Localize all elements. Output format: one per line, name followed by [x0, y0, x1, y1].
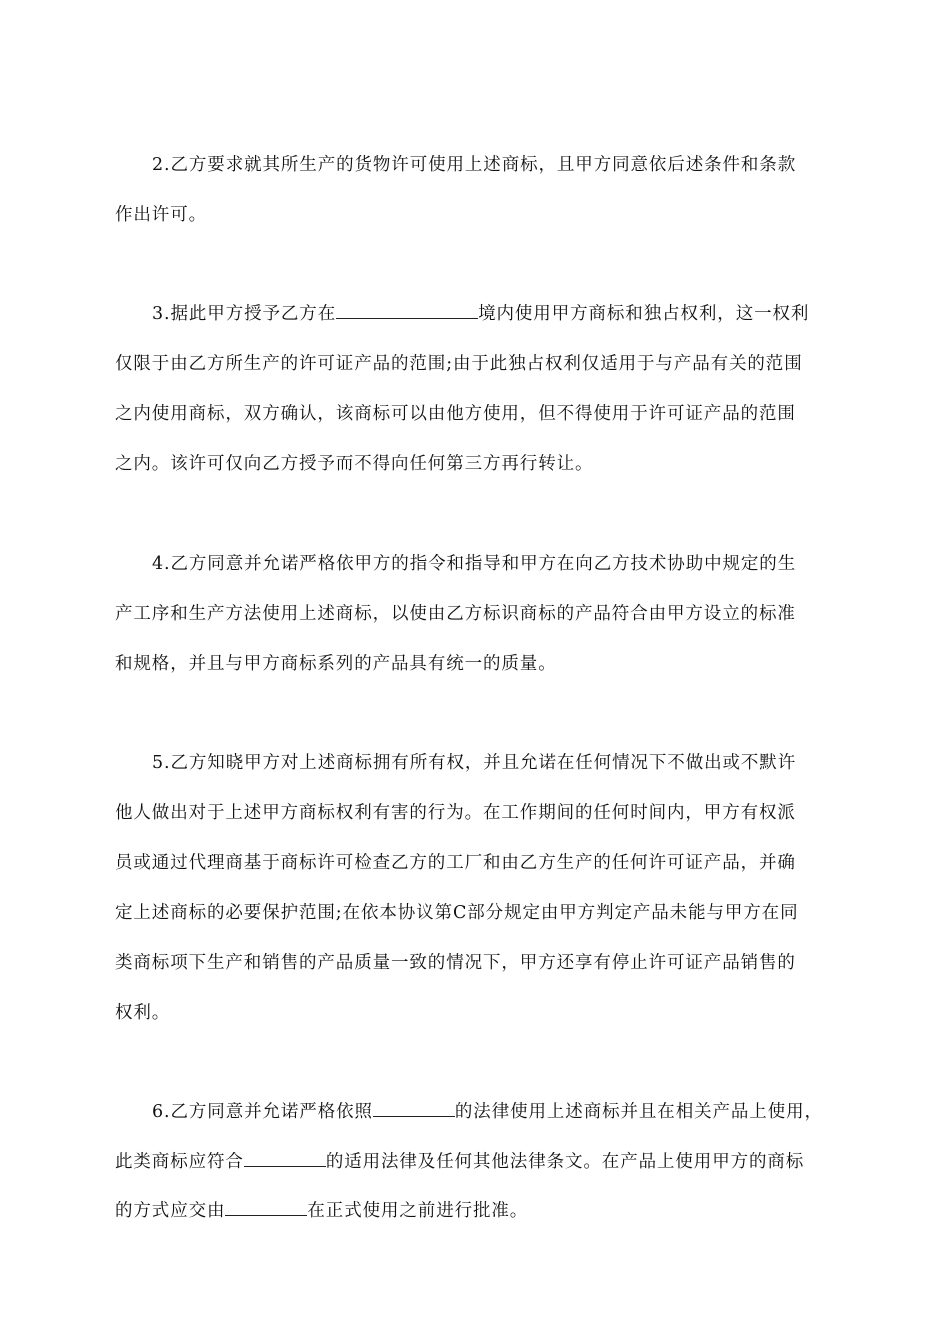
clause-2-line-1: 2.乙方要求就其所生产的货物许可使用上述商标，且甲方同意依后述条件和条款: [152, 155, 797, 175]
clause-3-line-4: 之内。该许可仅向乙方授予而不得向任何第三方再行转让。: [115, 454, 594, 474]
clause-6-line-1: [152, 1100, 845, 1124]
clause-5-line-6: 权利。: [115, 1003, 171, 1023]
clause-4-line-1: 4.乙方同意并允诺严格依甲方的指令和指导和甲方在向乙方技术协助中规定的生: [152, 554, 797, 574]
territory-blank: [336, 302, 478, 319]
clause-3-line-1-suffix: 境内使用甲方商标和独占权利，这一权利: [478, 304, 810, 324]
clause-6-line-1-prefix: 6.乙方同意并允诺严格依照: [152, 1102, 373, 1122]
clause-6-line-3: [115, 1199, 845, 1223]
applicable-law-blank: [244, 1150, 326, 1167]
clause-3-line-2: 仅限于由乙方所生产的许可证产品的范围;由于此独占权利仅适用于与产品有关的范围: [115, 354, 803, 374]
clause-6-line-3-prefix: 的方式应交由: [115, 1201, 226, 1221]
clause-6-line-1-suffix: 的法律使用上述商标并且在相关产品上使用，: [454, 1102, 823, 1122]
clause-5-line-5: 类商标项下生产和销售的产品质量一致的情况下，甲方还享有停止许可证产品销售的: [115, 953, 796, 973]
clause-2-line-2: 作出许可。: [115, 205, 207, 225]
clause-5-line-2: 他人做出对于上述甲方商标权利有害的行为。在工作期间的任何时间内，甲方有权派: [115, 803, 796, 823]
clause-3-line-1: [152, 302, 845, 326]
clause-4-line-3: 和规格，并且与甲方商标系列的产品具有统一的质量。: [115, 654, 557, 674]
clause-6-line-2-prefix: 此类商标应符合: [115, 1152, 244, 1172]
clause-4-line-2: 产工序和生产方法使用上述商标，以使由乙方标识商标的产品符合由甲方设立的标准: [115, 604, 796, 624]
clause-5-line-4: 定上述商标的必要保护范围;在依本协议第C部分规定由甲方判定产品未能与甲方在同: [115, 903, 799, 923]
clause-6-line-3-suffix: 在正式使用之前进行批准。: [307, 1201, 529, 1221]
clause-5-line-1: 5.乙方知晓甲方对上述商标拥有所有权，并且允诺在任何情况下不做出或不默许: [152, 753, 797, 773]
clause-6-line-2: [115, 1150, 845, 1174]
approver-blank: [225, 1199, 307, 1216]
clause-5-line-3: 员或通过代理商基于商标许可检查乙方的工厂和由乙方生产的任何许可证产品，并确: [115, 853, 796, 873]
clause-6-line-2-suffix: 的适用法律及任何其他法律条文。在产品上使用甲方的商标: [325, 1152, 805, 1172]
jurisdiction-blank: [373, 1100, 455, 1117]
clause-3-line-3: 之内使用商标，双方确认，该商标可以由他方使用，但不得使用于许可证产品的范围: [115, 404, 796, 424]
clause-3-line-1-prefix: 3.据此甲方授予乙方在: [152, 304, 337, 324]
